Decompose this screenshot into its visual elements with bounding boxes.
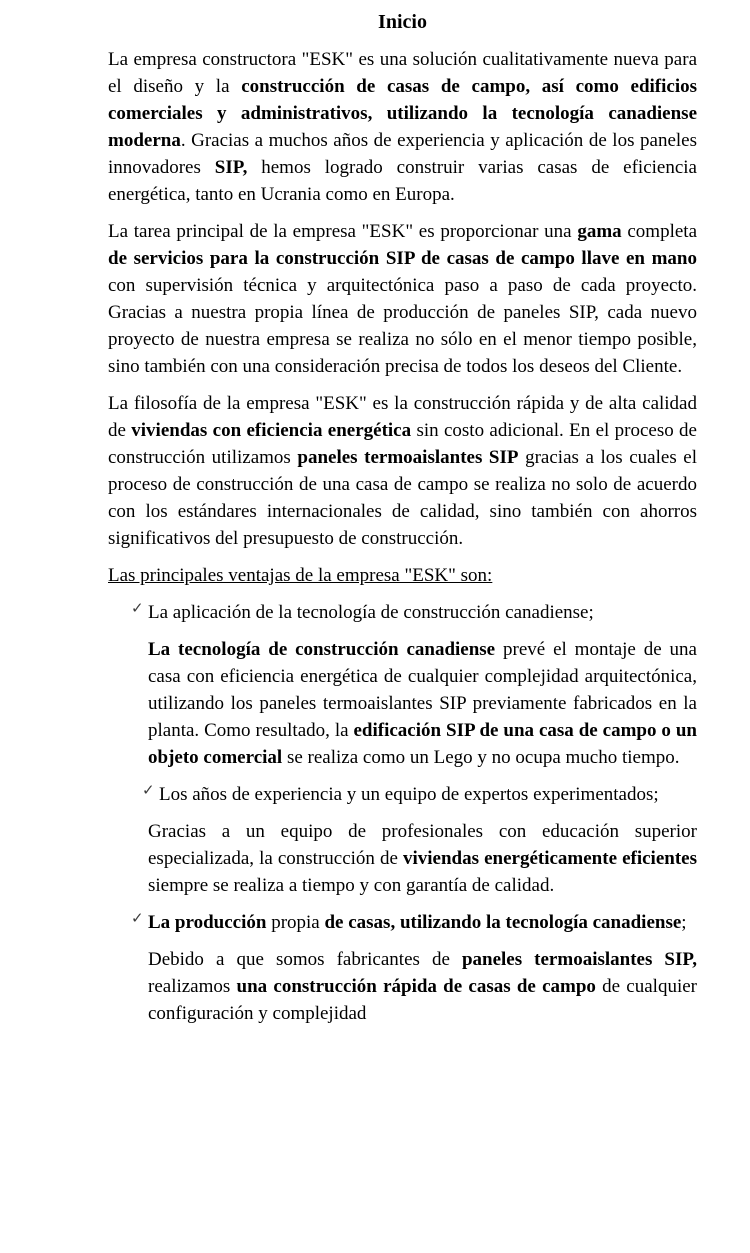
- text-run: La filosofía de la empresa "ESK" es la construcción rápida y de alta calidad de: [108, 393, 697, 441]
- text-run: La tarea principal de la empresa "ESK" es proporcionar una: [108, 221, 578, 242]
- bold-text-run: de servicios para la construcción SIP de casas de campo llave en mano: [108, 248, 697, 269]
- bold-text-run: viviendas con eficiencia energética: [131, 420, 412, 441]
- text-run: Los años de experiencia y un equipo de expertos experimentados;: [159, 784, 659, 805]
- bold-text-run: viviendas energéticamente eficientes: [403, 848, 697, 869]
- text-run: hemos logrado construir varias casas de eficiencia energética, tanto en Ucrania como en Europa.: [108, 157, 697, 205]
- advantage-item-experience-text: [159, 784, 659, 805]
- advantage-detail-experience: [148, 818, 697, 899]
- advantages-heading-text: Las principales ventajas de la empresa "ESK" son:: [108, 565, 493, 586]
- text-run: realizamos: [148, 976, 237, 997]
- advantage-item-experience: [142, 781, 697, 808]
- advantages-heading: [108, 562, 697, 589]
- advantage-detail-technology: [148, 636, 697, 771]
- text-run: sin costo adicional. En el proceso de construcción utilizamos: [108, 420, 697, 468]
- advantage-item-technology-text: [148, 602, 594, 623]
- text-run: ;: [681, 912, 687, 933]
- text-run: se realiza como un Lego y no ocupa mucho tiempo.: [282, 747, 680, 768]
- checkmark-icon: ✓: [131, 599, 144, 617]
- text-run: Debido a que somos fabricantes de: [148, 949, 462, 970]
- advantage-detail-production: [148, 946, 697, 1027]
- text-run: completa: [621, 221, 698, 242]
- paragraph-main-task: [108, 218, 697, 380]
- text-run: gracias a los cuales el proceso de construcción de una casa de campo se realiza no solo de acuerdo con los estándares internacionales de calidad, sino también con ahorros significativos del presupuesto de construcción.: [108, 447, 698, 549]
- checkmark-icon: ✓: [142, 781, 155, 799]
- text-run: de cualquier configuración y complejidad: [148, 976, 697, 1024]
- bold-text-run: La tecnología de construcción canadiense: [148, 639, 496, 660]
- text-run: con supervisión técnica y arquitectónica paso a paso de cada proyecto. Gracias a nuestra propia línea de producción de paneles SIP, cada nuevo proyecto de nuestra empresa se realiza no sólo en el menor tiempo posible, sino también con una consideración precisa de todos los deseos del Cliente.: [108, 275, 697, 377]
- advantage-item-production-text: [148, 912, 687, 933]
- bold-text-run: SIP,: [214, 157, 248, 178]
- bold-text-run: de casas, utilizando la tecnología canadiense: [324, 912, 682, 933]
- text-run: Gracias a un equipo de profesionales con educación superior especializada, la construcción de: [148, 821, 697, 869]
- text-run: . Gracias a muchos años de experiencia y aplicación de los paneles innovadores: [108, 130, 697, 178]
- text-run: La empresa constructora "ESK" es una solución cualitativamente nueva para el diseño y la: [108, 49, 697, 97]
- advantage-item-production: [131, 909, 697, 936]
- bold-text-run: edificación SIP de una casa de campo o un objeto comercial: [148, 720, 698, 768]
- paragraph-philosophy: [108, 390, 697, 552]
- bold-text-run: construcción de casas de campo, así como edificios comerciales y administrativos, utilizando la tecnología canadiense moderna: [108, 76, 698, 151]
- text-run: siempre se realiza a tiempo y con garantía de calidad.: [148, 875, 555, 896]
- checkmark-icon: ✓: [131, 909, 144, 927]
- bold-text-run: La producción: [148, 912, 267, 933]
- text-run: La aplicación de la tecnología de construcción canadiense;: [148, 602, 594, 623]
- advantage-item-technology: [131, 599, 697, 626]
- bold-text-run: paneles termoaislantes SIP,: [461, 949, 697, 970]
- paragraph-company-intro: [108, 46, 697, 208]
- bold-text-run: una construcción rápida de casas de campo: [236, 976, 596, 997]
- bold-text-run: gama: [577, 221, 622, 242]
- text-run: propia: [266, 912, 325, 933]
- text-run: prevé el montaje de una casa con eficiencia energética de cualquier complejidad arquitectónica, utilizando los paneles termoaislantes SIP previamente fabricados en la planta. Como resultado, la: [148, 639, 697, 741]
- page-title: Inicio: [378, 11, 427, 33]
- bold-text-run: paneles termoaislantes SIP: [297, 447, 519, 468]
